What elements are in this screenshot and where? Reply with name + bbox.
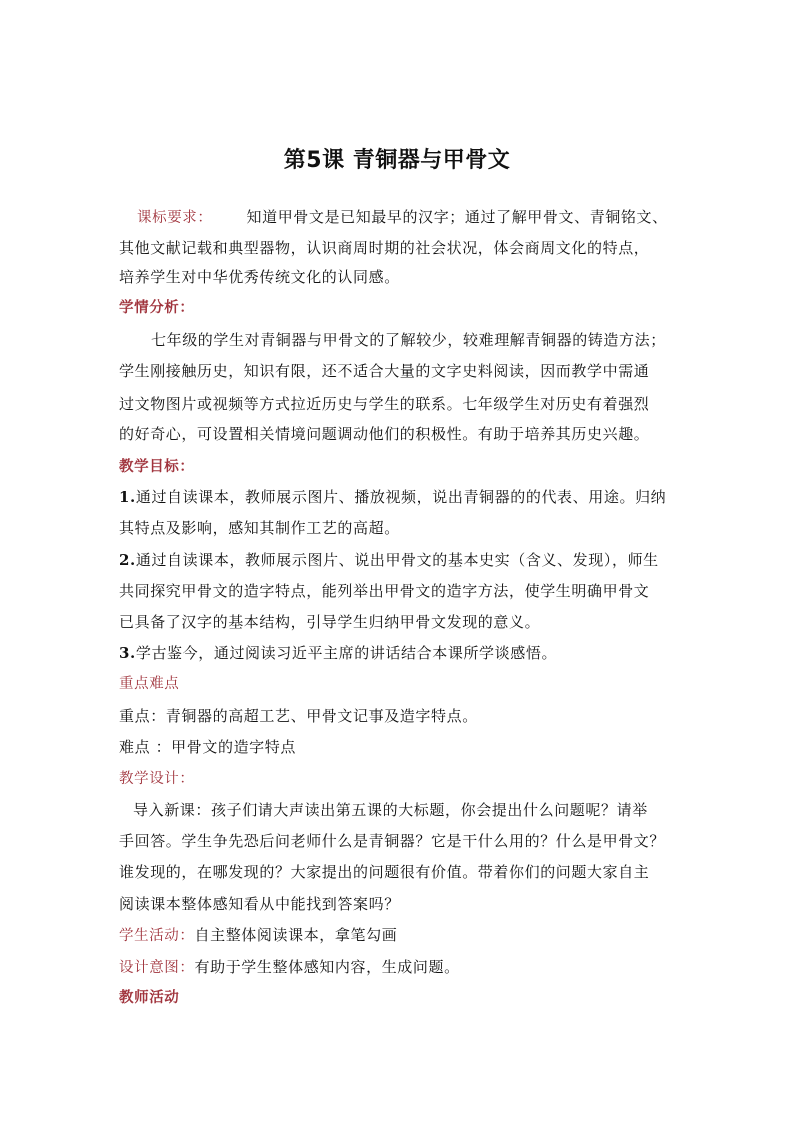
objectives-heading: 教学目标：	[119, 459, 195, 475]
key-point-text: 重点：青铜器的高超工艺、甲骨文记事及造字特点。	[119, 707, 478, 725]
student-activity-text: 自主整体阅读课本，拿笔勾画	[194, 926, 398, 944]
design-line-2: 手回答。学生争先恐后问老师什么是青铜器？它是干什么用的？什么是甲骨文？	[119, 832, 666, 850]
key-points-heading: 重点难点	[119, 676, 180, 692]
learner-analysis-line-3: 过文物图片或视频等方式拉近历史与学生的联系。七年级学生对历史有着强烈	[119, 395, 650, 413]
design-heading: 教学设计：	[119, 771, 195, 787]
curriculum-line-3: 培养学生对中华优秀传统文化的认同感。	[119, 268, 400, 286]
objective-1-line-2: 其特点及影响，感知其制作工艺的高超。	[119, 519, 400, 537]
teacher-activity-heading: 教师活动	[119, 990, 180, 1006]
curriculum-text-1: 知道甲骨文是已知最早的汉字；通过了解甲骨文、青铜铭文、	[246, 208, 668, 226]
objective-2-text-1: 通过自读课本，教师展示图片、说出甲骨文的基本史实（含义、发现），师生	[135, 551, 659, 569]
curriculum-line-1	[137, 207, 668, 228]
page-title: 第5课 青铜器与甲骨文	[283, 148, 511, 173]
objective-1-line-1	[119, 487, 666, 507]
learner-analysis-line-4: 的好奇心，可设置相关情境问题调动他们的积极性。有助于培养其历史兴趣。	[119, 425, 650, 443]
curriculum-label: 课标要求：	[137, 210, 213, 226]
design-intent-label: 设计意图：	[119, 960, 195, 976]
objective-2-line-1	[119, 550, 659, 570]
objective-1-text-1: 通过自读课本，教师展示图片、播放视频，说出青铜器的的代表、用途。归纳	[135, 488, 667, 506]
objective-2-line-2: 共同探究甲骨文的造字特点，能列举出甲骨文的造字方法，使学生明确甲骨文	[119, 582, 650, 600]
objective-1-number: 1.	[119, 488, 136, 506]
design-intent-line	[119, 957, 460, 978]
objective-2-number: 2.	[119, 551, 136, 569]
objective-3-line-1	[119, 643, 557, 663]
design-line-3: 谁发现的，在哪发现的？大家提出的问题很有价值。带着你们的问题大家自主	[119, 863, 650, 881]
student-activity-line	[119, 925, 397, 946]
design-intent-text: 有助于学生整体感知内容，生成问题。	[194, 958, 460, 976]
objective-2-line-3: 已具备了汉字的基本结构，引导学生归纳甲骨文发现的意义。	[119, 613, 541, 631]
learner-analysis-line-1: 七年级的学生对青铜器与甲骨文的了解较少，较难理解青铜器的铸造方法；	[151, 331, 666, 349]
design-line-4: 阅读课本整体感知看从中能找到答案吗？	[119, 895, 400, 913]
design-line-1: 导入新课：孩子们请大声读出第五课的大标题，你会提出什么问题呢？请举	[133, 801, 648, 819]
objective-3-text-1: 学古鉴今，通过阅读习近平主席的讲话结合本课所学谈感悟。	[135, 644, 558, 662]
difficulty-text: 难点 ：甲骨文的造字特点	[119, 738, 296, 756]
objective-3-number: 3.	[119, 644, 136, 662]
student-activity-label: 学生活动：	[119, 928, 195, 944]
learner-analysis-heading: 学情分析：	[119, 300, 195, 316]
curriculum-line-2: 其他文献记载和典型器物，认识商周时期的社会状况，体会商周文化的特点，	[119, 239, 650, 257]
learner-analysis-line-2: 学生刚接触历史，知识有限，还不适合大量的文字史料阅读，因而教学中需通	[119, 362, 650, 380]
